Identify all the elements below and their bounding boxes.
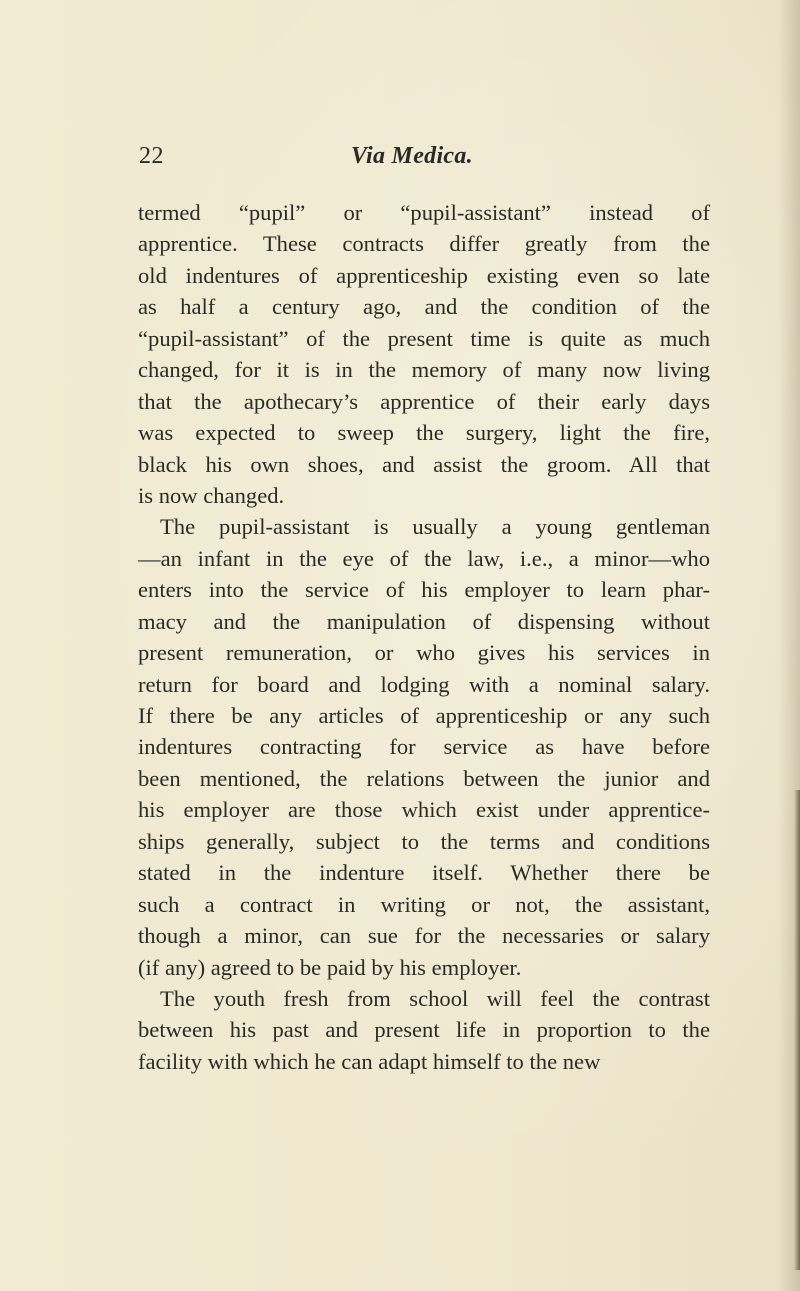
paragraph-first-line: The pupil-assistant is usually a young gentleman [160, 514, 710, 540]
text-line: present remuneration, or who gives his services in [138, 640, 710, 666]
running-title: Via Medica. [351, 143, 473, 169]
text-line: as half a century ago, and the condition of the [138, 294, 710, 320]
page-number: 22 [139, 143, 164, 169]
text-line: old indentures of apprenticeship existing even so late [138, 262, 710, 288]
text-line: stated in the indenture itself. Whether there be [138, 860, 710, 886]
text-line: ships generally, subject to the terms and conditions [138, 828, 710, 854]
text-line: such a contract in writing or not, the assistant, [138, 891, 710, 917]
text-line: If there be any articles of apprenticeship or any such [138, 703, 710, 728]
text-line: been mentioned, the relations between the junior and [138, 765, 710, 791]
text-line: “pupil-assistant” of the present time is quite as much [138, 325, 710, 351]
text-line: —an infant in the eye of the law, i.e., a minor—who [138, 545, 710, 571]
paragraph-first-line: The youth fresh from school will feel the contrast [160, 985, 710, 1011]
text-line: facility with which he can adapt himself to the new [138, 1048, 601, 1074]
text-line: macy and the manipulation of dispensing without [138, 608, 710, 634]
text-line: black his own shoes, and assist the groom. All that [138, 451, 710, 477]
text-line: changed, for it is in the memory of many now living [138, 357, 710, 383]
text-line: between his past and present life in proportion to the [138, 1017, 710, 1043]
text-line: his employer are those which exist under apprentice- [138, 797, 710, 823]
running-header [139, 143, 719, 177]
text-line: that the apothecary’s apprentice of their early days [138, 388, 710, 414]
page-edge-mark [794, 790, 800, 1270]
text-line: is now changed. [138, 482, 285, 508]
text-line: indentures contracting for service as have before [138, 734, 710, 760]
text-line: return for board and lodging with a nominal salary. [138, 671, 710, 697]
text-line: was expected to sweep the surgery, light the fire, [138, 420, 710, 446]
text-line: enters into the service of his employer to learn phar- [138, 577, 710, 603]
text-line: though a minor, can sue for the necessaries or salary [138, 923, 710, 949]
text-line: (if any) agreed to be paid by his employer. [138, 954, 522, 980]
body-text [138, 197, 710, 1077]
text-line: apprentice. These contracts differ greatly from the [138, 231, 710, 257]
text-line: termed “pupil” or “pupil-assistant” instead of [138, 200, 710, 225]
